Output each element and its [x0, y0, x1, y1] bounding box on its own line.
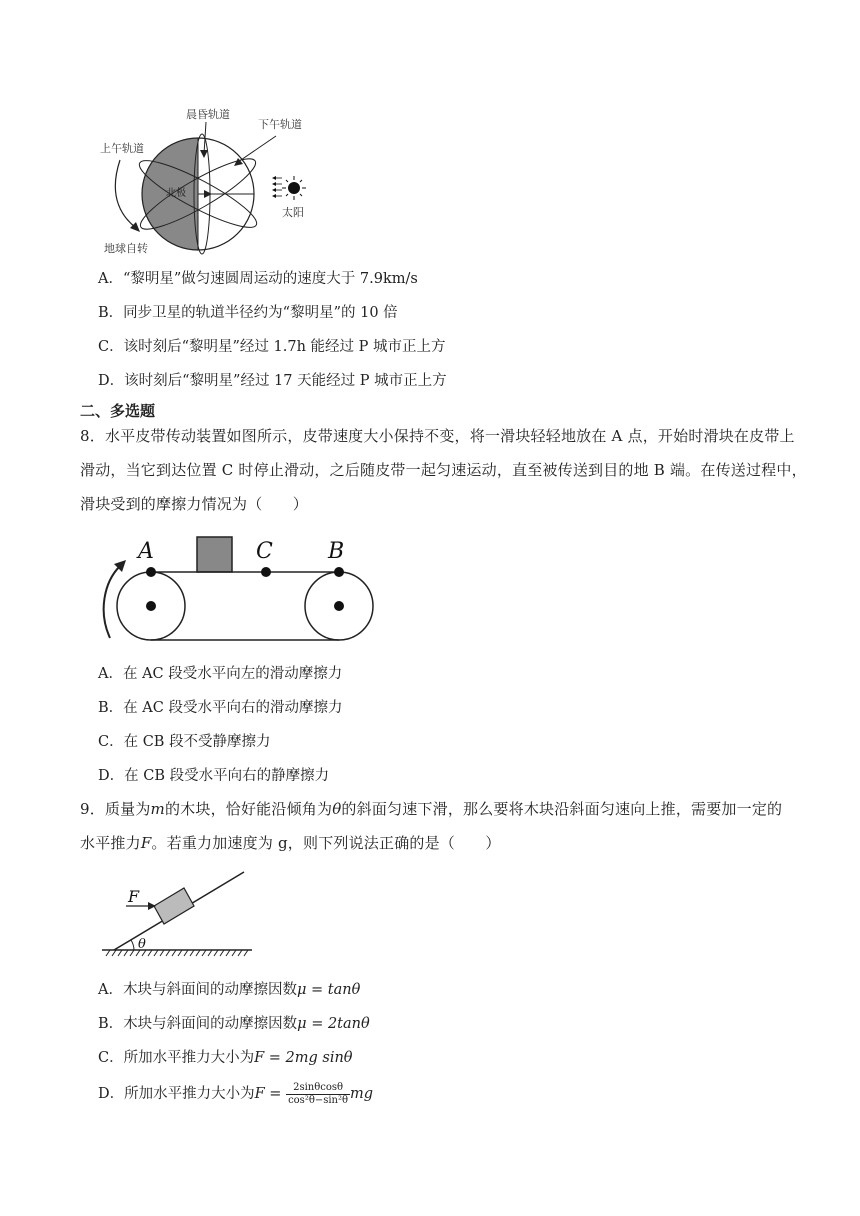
- q9-stem-line-1: [80, 798, 782, 820]
- q9-var-theta: θ: [332, 800, 342, 818]
- q7-option-b: B．同步卫星的轨道半径约为“黎明星”的 10 倍: [98, 305, 398, 321]
- dusk-orbit-label: 晨昏轨道: [186, 108, 230, 121]
- morning-orbit-label: 上午轨道: [100, 142, 144, 155]
- q9-var-m: m: [150, 800, 165, 818]
- force-label: F: [128, 887, 140, 906]
- point-b-label: B: [328, 539, 345, 564]
- orbit-diagram: [86, 100, 326, 265]
- q9-option-a: [98, 980, 360, 1000]
- q9-var-f: F: [140, 834, 152, 852]
- incline-diagram: [98, 866, 258, 962]
- q8-stem-line-2: 滑动，当它到达位置 C 时停止滑动，之后随皮带一起匀速运动，直至被传送到目的地 B 端。在传送过程中，: [80, 461, 807, 479]
- q9-text: 的斜面匀速下滑，那么要将木块沿斜面匀速向上推，需要加一定的: [341, 800, 783, 818]
- conveyor-diagram: [96, 532, 386, 644]
- q8-option-d: D．在 CB 段受水平向右的静摩擦力: [98, 768, 330, 784]
- q7-option-a: A．“黎明星”做匀速圆周运动的速度大于 7.9km/s: [98, 271, 418, 287]
- q9-option-d-lhs: F =: [254, 1086, 287, 1102]
- q7-option-c: C．该时刻后“黎明星”经过 1.7h 能经过 P 城市正上方: [98, 339, 446, 355]
- q9-option-c-text: C．所加水平推力大小为: [98, 1050, 255, 1066]
- q9-text: 9．质量为: [80, 800, 151, 818]
- q7-option-d: D．该时刻后“黎明星”经过 17 天能经过 P 城市正上方: [98, 373, 447, 389]
- q9-option-a-text: A．木块与斜面间的动摩擦因数: [98, 982, 297, 998]
- q9-stem-line-2: [80, 832, 501, 854]
- q8-option-c: C．在 CB 段不受静摩擦力: [98, 734, 271, 750]
- point-c-label: C: [256, 539, 273, 564]
- q9-text: 的木块，恰好能沿倾角为: [164, 800, 333, 818]
- q9-option-b: [98, 1014, 370, 1034]
- q9-option-d-rhs: mg: [350, 1086, 374, 1102]
- sun-label: 太阳: [282, 206, 304, 219]
- point-a-label: A: [138, 539, 154, 564]
- fraction-denominator: cos²θ−sin²θ: [288, 1094, 349, 1106]
- q8-stem-line-1: 8．水平皮带传动装置如图所示，皮带速度大小保持不变，将一滑块轻轻地放在 A 点，开始时滑块在皮带上: [80, 427, 795, 445]
- q9-option-b-text: B．木块与斜面间的动摩擦因数: [98, 1016, 298, 1032]
- afternoon-orbit-label: 下午轨道: [258, 118, 302, 131]
- rotation-label: 地球自转: [104, 242, 148, 255]
- q9-option-b-formula: μ = 2tanθ: [297, 1016, 370, 1032]
- q8-option-a: A．在 AC 段受水平向左的滑动摩擦力: [98, 666, 343, 682]
- q9-text: 水平推力: [80, 834, 141, 852]
- q9-text: 。若重力加速度为 g，则下列说法正确的是（ ）: [151, 834, 501, 852]
- q9-option-a-formula: μ = tanθ: [296, 982, 361, 998]
- section-title: 二、多选题: [80, 402, 156, 420]
- q9-option-c: [98, 1048, 353, 1068]
- q9-option-d-fraction: [286, 1082, 350, 1107]
- north-pole-label: 北极: [166, 188, 186, 199]
- fraction-numerator: 2sinθcosθ: [286, 1082, 350, 1095]
- q9-option-d: [98, 1080, 373, 1108]
- angle-label: θ: [138, 937, 146, 952]
- q8-option-b: B．在 AC 段受水平向右的滑动摩擦力: [98, 700, 343, 716]
- q8-stem-line-3: 滑块受到的摩擦力情况为（ ）: [80, 495, 309, 513]
- q9-option-d-text: D．所加水平推力大小为: [98, 1086, 255, 1102]
- q9-option-c-formula: F = 2mg sinθ: [254, 1050, 353, 1066]
